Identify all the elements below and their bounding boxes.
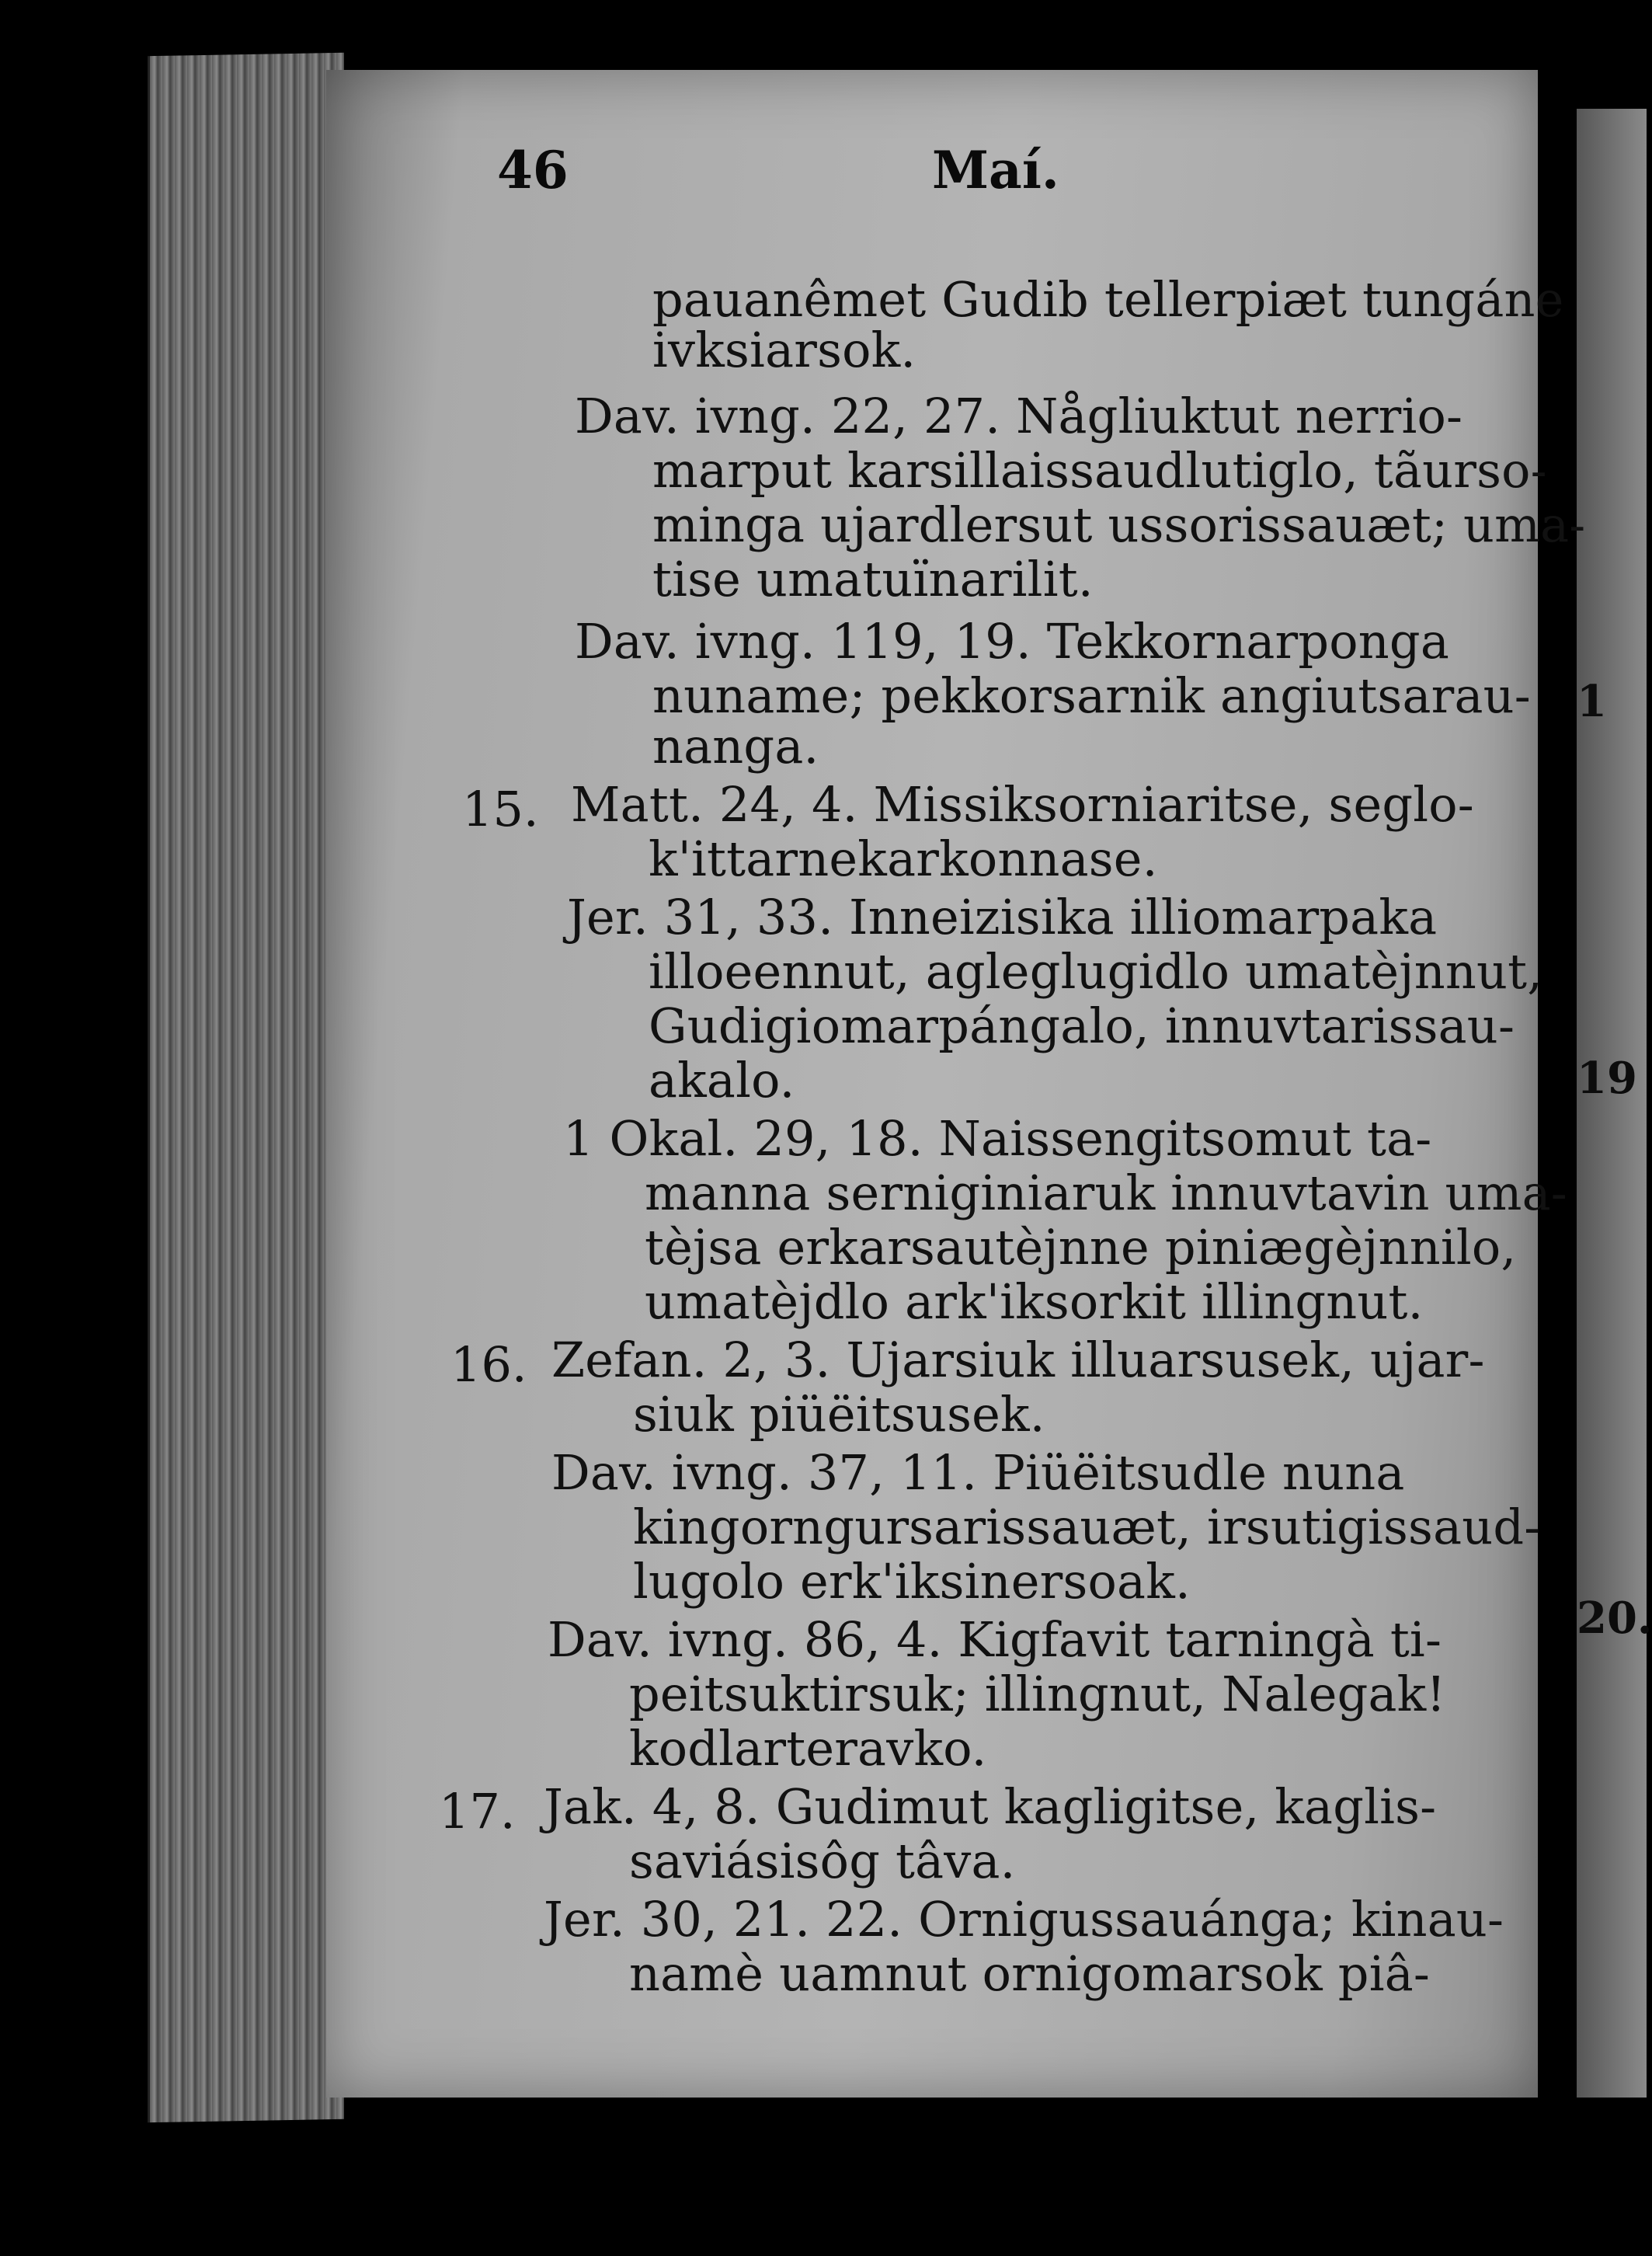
text-line: illoeennut, agleglugidlo umatèjnnut, [649, 943, 1543, 1000]
text-line: Gudigiomarpángalo, innuvtarissau- [649, 997, 1515, 1054]
date-number: 15. [462, 781, 539, 837]
facing-page-fragment: 20. [1577, 1593, 1652, 1644]
text-line: nanga. [652, 718, 819, 775]
text-line: ivksiarsok. [652, 322, 916, 378]
text-line: Dav. ivng. 22, 27. Någliuktut nerrio- [575, 388, 1463, 444]
page-number: 46 [497, 140, 569, 200]
date-number: 17. [439, 1783, 516, 1840]
text-line: Dav. ivng. 119, 19. Tekkornarponga [575, 613, 1449, 670]
text-line: Matt. 24, 4. Missiksorniaritse, seglo- [571, 776, 1474, 833]
text-line: saviásisôg tâva. [629, 1833, 1016, 1889]
text-line: kingorngursarissauæt, irsutigissaud- [633, 1499, 1541, 1555]
text-line: Zefan. 2, 3. Ujarsiuk illuarsusek, ujar- [551, 1332, 1485, 1388]
page-header [497, 140, 1059, 210]
text-line: nuname; pekkorsarnik angiutsarau- [652, 667, 1531, 724]
facing-page-fragment: 19 [1577, 1053, 1637, 1104]
text-line: 1 Okal. 29, 18. Naissengitsomut ta- [563, 1110, 1432, 1167]
text-line: pauanêmet Gudib tellerpiæt tungáne [652, 271, 1564, 328]
text-line: namè uamnut ornigomarsok piâ- [629, 1945, 1431, 2002]
text-line: Jer. 31, 33. Inneizisika illiomarpaka [567, 889, 1438, 945]
date-number: 16. [450, 1336, 527, 1393]
text-line: akalo. [649, 1052, 795, 1109]
text-line: kodlarteravko. [629, 1720, 987, 1777]
text-line: tèjsa erkarsautèjnne piniægèjnnilo, [645, 1219, 1517, 1276]
text-line: minga ujardlersut ussorissauæt; uma- [652, 496, 1586, 553]
text-line: peitsuktirsuk; illingnut, Nalegak! [629, 1666, 1446, 1722]
book-page-edges [148, 53, 344, 2122]
text-line: tise umatuïnarilit. [652, 551, 1094, 608]
text-line: Jer. 30, 21. 22. Ornigussauánga; kinau- [544, 1891, 1504, 1948]
text-line: siuk piüëitsusek. [633, 1386, 1045, 1443]
text-line: manna serniginiaruk innuvtavin uma- [645, 1165, 1567, 1221]
text-line: lugolo erk'iksinersoak. [633, 1553, 1191, 1610]
text-line: marput karsillaissaudlutiglo, tãurso- [652, 442, 1547, 499]
text-line: Dav. ivng. 86, 4. Kigfavit tarningà ti- [548, 1611, 1442, 1668]
facing-page-fragment: 1 [1577, 676, 1607, 727]
text-line: Jak. 4, 8. Gudimut kagligitse, kaglis- [544, 1778, 1437, 1835]
text-line: Dav. ivng. 37, 11. Piüëitsudle nuna [551, 1444, 1405, 1501]
page-title: Maí. [932, 140, 1059, 200]
text-line: umatèjdlo ark'iksorkit illingnut. [645, 1273, 1424, 1330]
text-line: k'ittarnekarkonnase. [649, 830, 1158, 887]
